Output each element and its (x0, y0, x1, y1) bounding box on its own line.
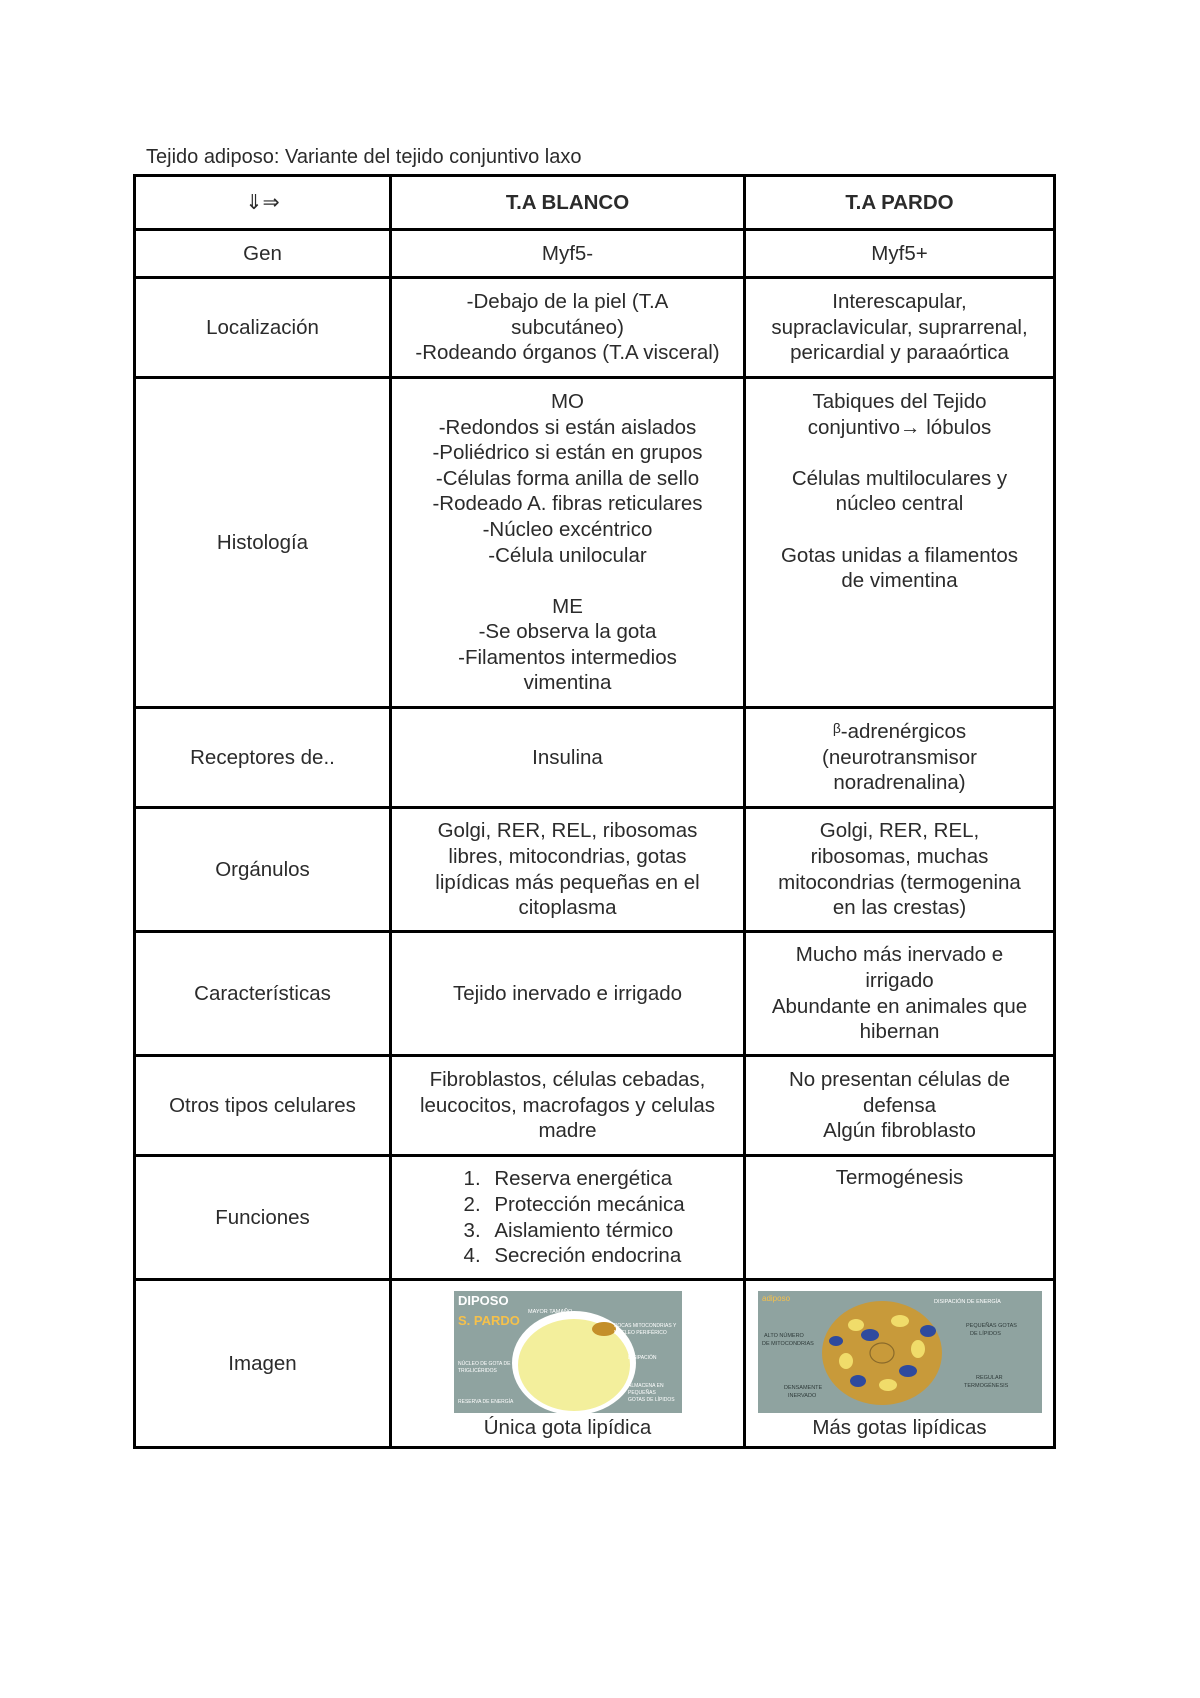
otros-pardo (745, 1056, 1055, 1156)
gen-pardo: Myf5+ (745, 230, 1055, 278)
histologia-blanco (391, 378, 745, 708)
localizacion-blanco (391, 278, 745, 378)
diagram-label: PEQUEÑAS GOTAS (965, 1322, 1017, 1329)
diagram-label: MAYOR TAMAÑO (527, 1308, 572, 1315)
image-caption-blanco: Única gota lipídica (483, 1415, 652, 1439)
lipid-droplet (891, 1315, 909, 1327)
imagen-pardo (745, 1280, 1055, 1448)
row-label-funciones: Funciones (135, 1156, 391, 1280)
gen-blanco: Myf5- (391, 230, 745, 278)
receptores-pardo (745, 708, 1055, 808)
diagram-label: RESERVA DE ENERGÍA (457, 1398, 513, 1405)
text-line: Células multiloculares y (791, 466, 1008, 490)
diagram-label: POCAS MITOCONDRIAS Y (613, 1322, 676, 1329)
diagram-label: DISIPACIÓN (627, 1354, 657, 1361)
spacer (754, 517, 1045, 543)
mitochondrion (899, 1365, 917, 1377)
text-line: -Rodeado A. fibras reticulares (432, 492, 703, 516)
lipid-droplet (911, 1340, 925, 1358)
text-line: Mucho más inervado e (795, 943, 1004, 967)
diagram-label: ALMACENA EN (627, 1382, 664, 1389)
row-caracteristicas (135, 932, 1055, 1056)
text-line: Gotas unidas a filamentos (780, 543, 1019, 567)
document-title: Tejido adiposo: Variante del tejido conjuntivo laxo (146, 146, 582, 168)
text-line: Tabiques del Tejido (812, 390, 987, 413)
funciones-list (450, 1166, 684, 1268)
text-line: pericardial y paraaórtica (790, 341, 1009, 365)
diagram-label: PEQUEÑAS (627, 1389, 656, 1396)
diagram-label: DISIPACIÓN DE ENERGÍA (933, 1298, 1001, 1305)
text-line: conjuntivo→ lóbulos (807, 415, 992, 439)
row-label-caracteristicas: Características (135, 932, 391, 1056)
diagram-label: DE MITOCONDRIAS (761, 1340, 814, 1347)
header-corner: ⇓⇒ (135, 176, 391, 230)
text-line: madre (538, 1119, 597, 1143)
text-line: -Redondos si están aislados (438, 415, 697, 439)
diagram-heading: DIPOSO (457, 1292, 509, 1308)
otros-blanco (391, 1056, 745, 1156)
text-line: -Poliédrico si están en grupos (432, 441, 703, 465)
diagram-label: TERMOGÉNESIS (963, 1382, 1008, 1389)
text-line: vimentina (523, 671, 612, 695)
row-histologia (135, 378, 1055, 708)
lipid-droplet (879, 1379, 897, 1391)
row-label-otros: Otros tipos celulares (135, 1056, 391, 1156)
text-line: núcleo central (835, 492, 964, 516)
row-localizacion (135, 278, 1055, 378)
comparison-table (133, 174, 1056, 1449)
mitochondrion (850, 1375, 866, 1387)
funciones-pardo: Termogénesis (745, 1156, 1055, 1280)
list-item: 1. Reserva energética (486, 1166, 684, 1192)
header-pardo: T.A PARDO (745, 176, 1055, 230)
diagram-label: INERVADO (787, 1392, 816, 1399)
diagram-label: TRIGLICÉRIDOS (457, 1367, 497, 1374)
histologia-pardo (745, 378, 1055, 708)
text-line: MO (550, 389, 585, 413)
text-line: Golgi, RER, REL, (819, 819, 980, 843)
row-label-localizacion: Localización (135, 278, 391, 378)
text-line: irrigado (865, 968, 934, 992)
text-line: libres, mitocondrias, gotas (448, 844, 687, 868)
text-line: lipídicas más pequeñas en el (435, 870, 700, 894)
organulos-blanco (391, 808, 745, 932)
text-line: (neurotransmisor (822, 745, 977, 769)
row-label-organulos: Orgánulos (135, 808, 391, 932)
diagram-heading: S. PARDO (457, 1312, 520, 1328)
text-line: defensa (863, 1093, 936, 1117)
localizacion-pardo (745, 278, 1055, 378)
imagen-blanco (391, 1280, 745, 1448)
text-line: -Núcleo excéntrico (482, 517, 653, 541)
text-line: ᵝ-adrenérgicos (832, 720, 967, 744)
row-label-gen: Gen (135, 230, 391, 278)
mitochondrion (861, 1329, 879, 1341)
list-item: 3. Aislamiento térmico (486, 1218, 684, 1244)
funciones-blanco (391, 1156, 745, 1280)
row-label-receptores: Receptores de.. (135, 708, 391, 808)
text-line: -Rodeando órganos (T.A visceral) (415, 341, 720, 365)
cell-nucleus (592, 1322, 616, 1336)
brown-adipocyte-diagram (758, 1291, 1042, 1413)
text-line: mitocondrias (termogenina (778, 870, 1021, 894)
text-line: leucocitos, macrofagos y celulas (419, 1093, 716, 1117)
text-line: citoplasma (518, 896, 617, 920)
image-caption-pardo: Más gotas lipídicas (812, 1415, 987, 1439)
text-line: subcutáneo) (511, 315, 624, 339)
text-line: noradrenalina) (833, 771, 966, 795)
text-line: en las crestas) (832, 896, 967, 920)
text-line: -Se observa la gota (478, 620, 657, 644)
text-line: Abundante en animales que (771, 994, 1028, 1018)
table-header-row (135, 176, 1055, 230)
diagram-label: DENSAMENTE (783, 1384, 822, 1391)
text-line: Algún fibroblasto (823, 1119, 976, 1143)
mitochondrion (829, 1336, 843, 1346)
list-item: 4. Secreción endocrina (486, 1243, 684, 1269)
text-line: ME (552, 594, 583, 618)
spacer (754, 440, 1045, 466)
diagram-label: GOTAS DE LÍPIDOS (627, 1396, 675, 1403)
text-line: Interescapular, (832, 290, 967, 314)
spacer (400, 568, 735, 594)
row-otros (135, 1056, 1055, 1156)
text-line: Fibroblastos, células cebadas, (429, 1068, 706, 1092)
diagram-label: NÚCLEO PERIFÉRICO (613, 1329, 667, 1336)
lipid-droplet (839, 1353, 853, 1369)
receptores-blanco: Insulina (391, 708, 745, 808)
text-line: -Célula unilocular (488, 543, 647, 567)
text-line: No presentan células de (788, 1068, 1011, 1092)
diagram-label: ALTO NÚMERO (763, 1332, 804, 1339)
cell-nucleus (870, 1343, 894, 1363)
list-item: 2. Protección mecánica (486, 1192, 684, 1218)
diagram-label: NÚCLEO DE GOTA DE (457, 1360, 510, 1367)
row-imagen (135, 1280, 1055, 1448)
text-line: supraclavicular, suprarrenal, (771, 315, 1028, 339)
mitochondrion (920, 1325, 936, 1337)
text-line: -Debajo de la piel (T.A (466, 290, 669, 314)
caracteristicas-blanco: Tejido inervado e irrigado (391, 932, 745, 1056)
organulos-pardo (745, 808, 1055, 932)
diagram-label: REGULAR (975, 1374, 1003, 1381)
diagram-label: DE LÍPIDOS (969, 1330, 1001, 1337)
row-label-histologia: Histología (135, 378, 391, 708)
text-line: ribosomas, muchas (810, 844, 989, 868)
white-adipocyte-diagram (454, 1291, 682, 1413)
lipid-droplet (848, 1319, 864, 1331)
text-line: -Filamentos intermedios (458, 645, 677, 669)
row-gen (135, 230, 1055, 278)
caracteristicas-pardo (745, 932, 1055, 1056)
row-funciones (135, 1156, 1055, 1280)
text-line: hibernan (859, 1020, 940, 1044)
text-line: -Células forma anilla de sello (435, 466, 700, 490)
row-organulos (135, 808, 1055, 932)
diagram-heading: adiposo (761, 1293, 790, 1303)
text-line: Golgi, RER, REL, ribosomas (437, 819, 698, 843)
header-blanco: T.A BLANCO (391, 176, 745, 230)
row-label-imagen: Imagen (135, 1280, 391, 1448)
row-receptores (135, 708, 1055, 808)
text-line: de vimentina (841, 569, 958, 593)
